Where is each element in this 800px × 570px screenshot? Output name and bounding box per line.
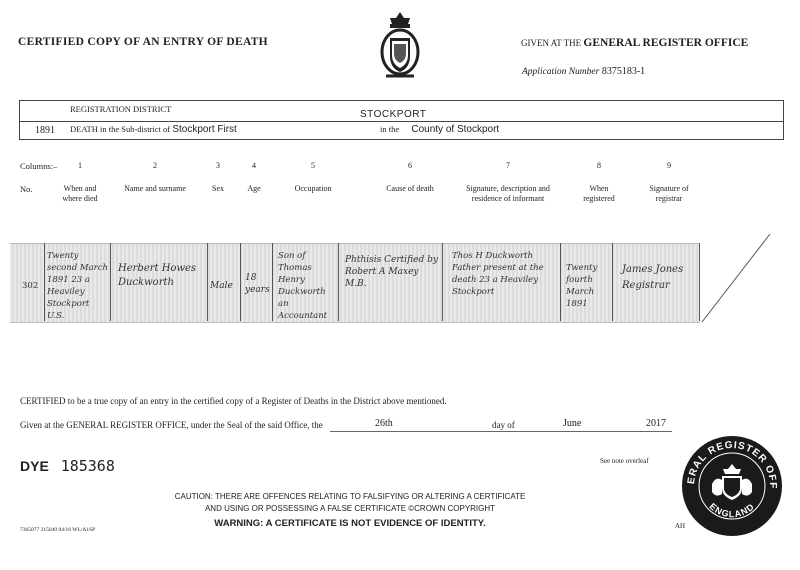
underline-certification <box>330 431 672 432</box>
entry-when-where: Twenty second March 1891 23 a Heaviley Stockport U.S. <box>47 251 108 321</box>
header-sex: Sex <box>212 184 224 193</box>
certification-year: 2017 <box>646 418 666 429</box>
entry-when-registered: Twenty fourth March 1891 <box>566 263 598 309</box>
header-cause: Cause of death <box>386 184 434 193</box>
column-number-5: 5 <box>311 161 315 170</box>
entry-sex: Male <box>210 281 233 291</box>
entry-name: Herbert Howes Duckworth <box>118 263 197 288</box>
application-number: 8375183-1 <box>601 66 646 77</box>
certificate-title: CERTIFIED COPY OF AN ENTRY OF DEATH <box>18 36 268 48</box>
header-when-where: When and where died <box>62 184 98 203</box>
given-at-statement: Given at the GENERAL REGISTER OFFICE, under the Seal of the said Office, the <box>20 420 323 430</box>
application-number-line <box>522 66 645 77</box>
header-when-registered: When registered <box>583 184 615 203</box>
entry-occupation: Son of Thomas Henry Duckworth an Accountant <box>278 251 328 321</box>
column-number-7: 7 <box>506 161 510 170</box>
column-number-2: 2 <box>153 161 157 170</box>
serial-digits: 185368 <box>60 457 115 475</box>
entry-number: 302 <box>22 281 39 291</box>
header-occupation: Occupation <box>294 184 332 193</box>
county-label: in the <box>380 124 400 134</box>
county-line <box>380 124 499 135</box>
caution-line-2: AND USING OR POSSESSING A FALSE CERTIFICATE ©CROWN COPYRIGHT <box>204 504 496 513</box>
svg-text:ENGLAND: ENGLAND <box>707 501 757 520</box>
column-number-3: 3 <box>216 161 220 170</box>
column-number-1: 1 <box>78 161 82 170</box>
given-at-prefix: GIVEN AT THE <box>521 38 582 48</box>
column-number-4: 4 <box>252 161 256 170</box>
certification-statement: CERTIFIED to be a true copy of an entry in the certified copy of a Register of Deaths in the District above mentioned. <box>20 396 447 406</box>
svg-text:GENERAL REGISTER OFFICE: ERAL REGISTER OFF <box>685 439 779 490</box>
application-label: Application Number <box>522 67 600 77</box>
county-name: County of Stockport <box>411 124 500 135</box>
print-code: 7365077 315040 04/16 WL/A1SP <box>20 527 96 533</box>
district-name: STOCKPORT <box>360 109 427 120</box>
subdistrict-name: Stockport First <box>172 124 237 135</box>
column-number-9: 9 <box>667 161 671 170</box>
entry-age: 18 years <box>245 273 270 295</box>
caution-line-1: CAUTION: THERE ARE OFFENCES RELATING TO FALSIFYING OR ALTERING A CERTIFICATE <box>174 492 526 501</box>
given-at-heading <box>521 37 748 49</box>
registration-year: 1891 <box>35 125 55 136</box>
serial-prefix: DYE <box>20 458 49 474</box>
header-name: Name and surname <box>124 184 186 193</box>
no-label: No. <box>20 184 33 194</box>
header-registrar: Signature of registrar <box>649 184 689 203</box>
seal-icon <box>680 434 784 538</box>
cancellation-line <box>700 232 772 324</box>
header-age: Age <box>247 184 261 193</box>
royal-arms-icon <box>372 8 428 84</box>
identity-warning: WARNING: A CERTIFICATE IS NOT EVIDENCE OF IDENTITY. <box>214 518 486 529</box>
entry-informant: Thos H Duckworth Father present at the death 23 a Heaviley Stockport <box>452 251 544 297</box>
district-label: REGISTRATION DISTRICT <box>70 104 172 114</box>
column-number-8: 8 <box>597 161 601 170</box>
crown-emblem <box>372 8 428 84</box>
certification-day: 26th <box>375 418 393 429</box>
see-note: See note overleaf <box>600 457 649 465</box>
subdistrict-label: DEATH in the Sub-district of <box>70 124 171 134</box>
clerk-initials: AH <box>675 522 686 530</box>
column-number-6: 6 <box>408 161 412 170</box>
entry-cause: Phthisis Certified by Robert A Maxey M.B. <box>345 255 438 289</box>
columns-label: Columns:– <box>20 161 58 171</box>
given-at-office: GENERAL REGISTER OFFICE <box>583 37 749 49</box>
gro-seal <box>680 434 784 538</box>
subdistrict-line <box>70 124 237 135</box>
entry-registrar: James Jones Registrar <box>622 264 684 291</box>
certification-month: June <box>563 418 582 429</box>
day-of-label: day of <box>492 420 515 430</box>
serial-number <box>20 457 115 475</box>
header-informant: Signature, description and residence of informant <box>466 184 550 203</box>
